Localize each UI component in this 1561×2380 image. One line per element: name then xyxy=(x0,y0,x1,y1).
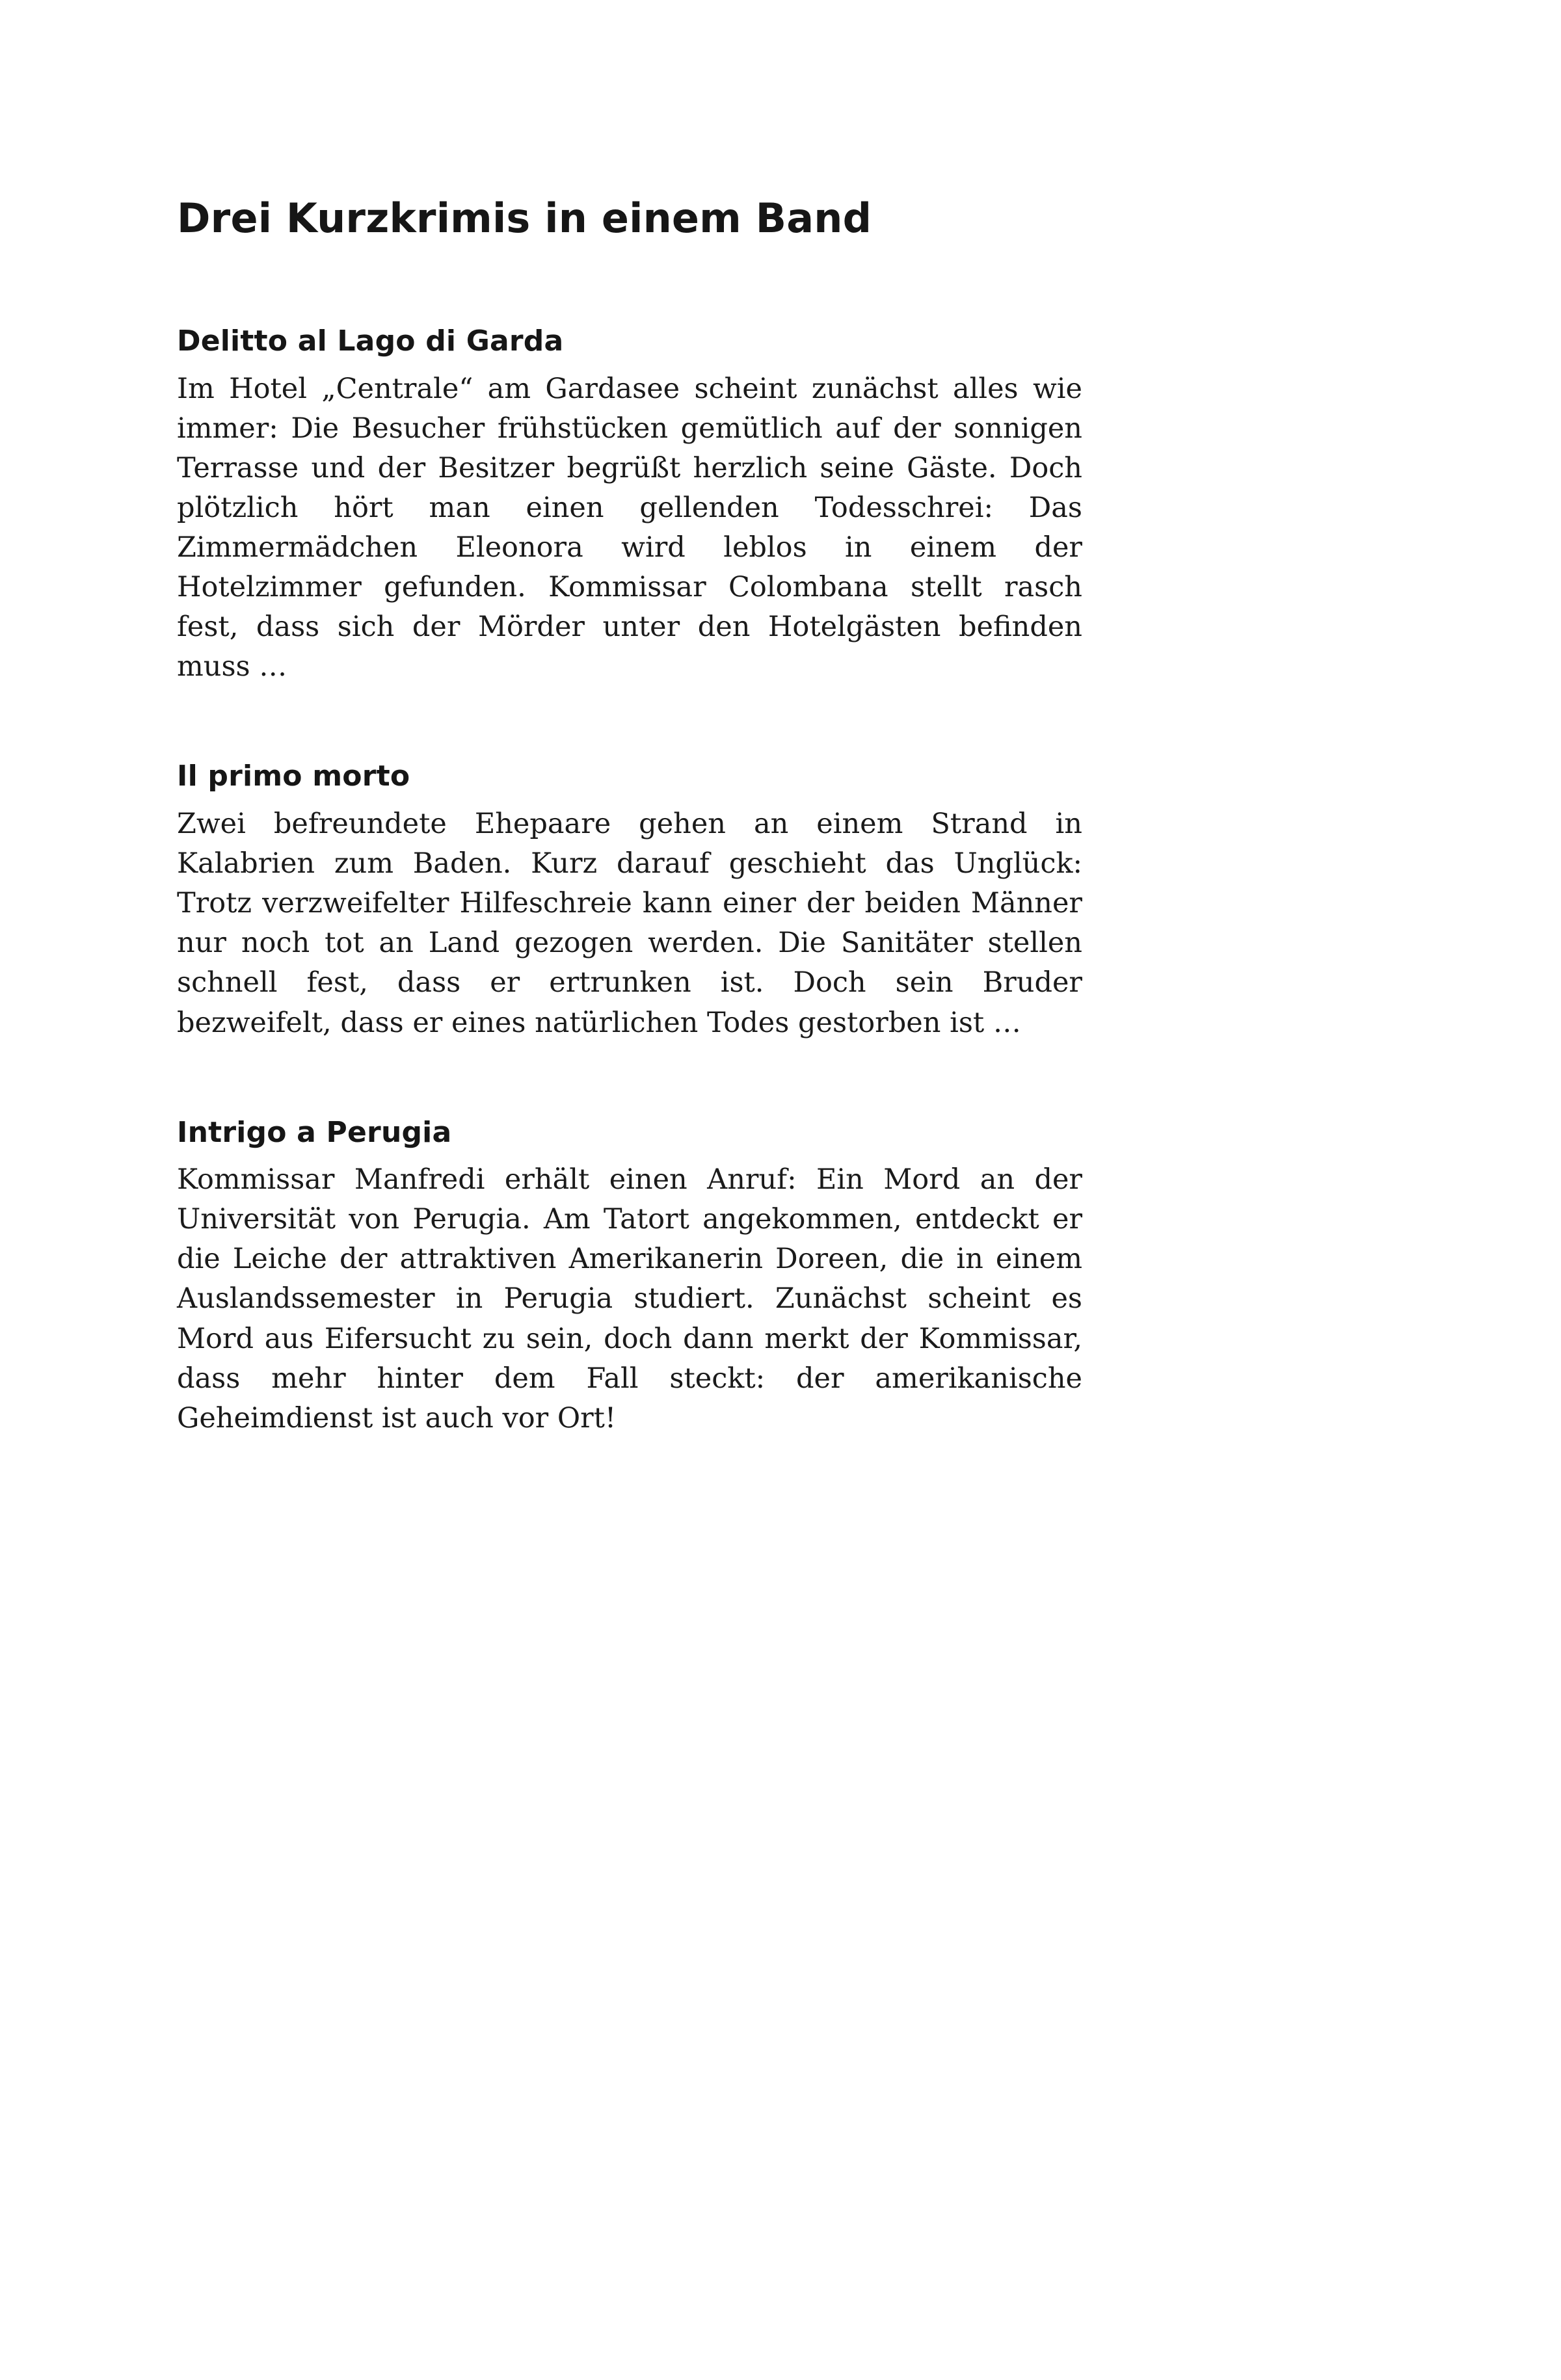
story-body-delitto-al-lago-di-garda: Im Hotel „Centrale“ am Gardasee scheint zunächst alles wie immer: Die Besucher frühstücken gemütlich auf der sonnigen Terrasse und der Besitzer begrüßt herzlich seine Gäste. Doch plötzlich hört man einen gellenden Todesschrei: Das Zimmermädchen Eleonora wird leblos in einem der Hotelzimmer gefunden. Kommissar Colombana stellt rasch fest, dass sich der Mörder unter den Hotelgästen befinden muss … xyxy=(177,373,1082,683)
page-title: Drei Kurzkrimis in einem Band xyxy=(177,194,872,242)
story-section-1 xyxy=(177,324,1082,687)
story-title-il-primo-morto: Il primo morto xyxy=(177,760,410,793)
story-body-intrigo-a-perugia: Kommissar Manfredi erhält einen Anruf: Ein Mord an der Universität von Perugia. Am Tatort angekommen, entdeckt er die Leiche der attraktiven Amerikanerin Doreen, die in einem Auslandssemester in Perugia studiert. Zunächst scheint es Mord aus Eifersucht zu sein, doch dann merkt der Kommissar, dass mehr hinter dem Fall steckt: der amerikanische Geheimdienst ist auch vor Ort! xyxy=(177,1163,1082,1435)
text-column xyxy=(177,195,1082,1438)
story-title-delitto-al-lago-di-garda: Delitto al Lago di Garda xyxy=(177,324,564,358)
story-section-3 xyxy=(177,1116,1082,1438)
story-title-intrigo-a-perugia: Intrigo a Perugia xyxy=(177,1115,452,1149)
story-body-il-primo-morto: Zwei befreundete Ehepaare gehen an einem Strand in Kalabrien zum Baden. Kurz darauf geschieht das Unglück: Trotz verzweifelter Hilfeschreie kann einer der beiden Männer nur noch tot an Land gezogen werden. Die Sanitäter stellen schnell fest, dass er ertrunken ist. Doch sein Bruder bezweifelt, dass er eines natürlichen Todes gestorben ist … xyxy=(177,808,1082,1039)
story-section-2 xyxy=(177,760,1082,1042)
